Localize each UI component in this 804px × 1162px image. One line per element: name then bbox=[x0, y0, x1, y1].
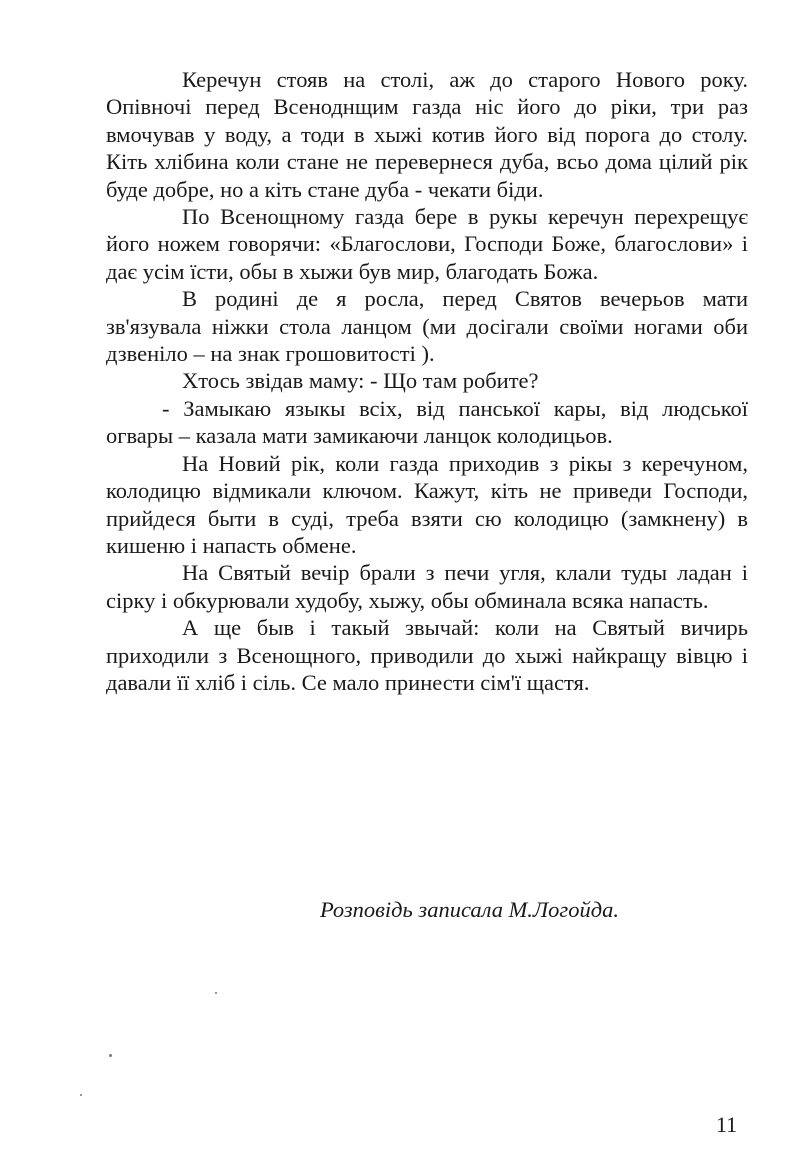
paragraph-holy-evening: На Святый вечір брали з печи угля, клали туды ладан і сірку і обкурювали худобу, хыжу, обы обминала всяка напасть. bbox=[106, 560, 748, 613]
page-number: 11 bbox=[716, 1112, 738, 1137]
signature-line: Розповідь записала М.Логойда. bbox=[320, 897, 619, 922]
story-text bbox=[106, 66, 748, 696]
paragraph-blessing: По Всенощному газда бере в рукы керечун перехрещує його ножем говорячи: «Благослови, Господи Боже, благослови» і дає усім їсти, обы в хыжи був мир, благодать Божа. bbox=[106, 204, 748, 284]
paragraph-table-chain: В родині де я росла, перед Святов вечерьов мати зв'язувала ніжки стола ланцом (ми досігали своїми ногами оби дзвеніло – на знак грошовитості ). bbox=[106, 286, 748, 367]
paragraph-sheep-custom: А ще быв і такый звычай: коли на Святый вичирь приходили з Всенощного, приводили до хыжі найкращу вівцю і давали її хліб і сіль. Се мало принести сім'ї щастя. bbox=[106, 615, 748, 695]
scan-speck bbox=[80, 1094, 82, 1096]
paragraph-new-year: На Новий рік, коли газда приходив з рікы з керечуном, колодицю відмикали ключом. Кажут, кіть не приведи Господи, прийдеся быти в суді, треба взяти сю колодицю (замкнену) в кишеню і напасть обмене. bbox=[106, 450, 748, 558]
paragraph-answer: - Замыкаю языкы всіх, від панської кары, від людської огвары – казала мати замикаючи ланцок колодицьов. bbox=[106, 395, 748, 449]
scan-speck bbox=[215, 992, 217, 994]
scan-speck bbox=[109, 1054, 112, 1057]
paragraph-question: Хтось звідав маму: - Що там робите? bbox=[182, 368, 539, 394]
paragraph-kerechun: Керечун стояв на столі, аж до старого Нового року. Опівночі перед Всеноднщим газда ніс його до ріки, три раз вмочував у воду, а тоди в хыжі котив його від порога до столу. Кіть хлібина коли стане не перевернеся дуба, всьо дома цілий рік буде добре, но а кіть стане дуба - чекати біди. bbox=[106, 67, 748, 202]
